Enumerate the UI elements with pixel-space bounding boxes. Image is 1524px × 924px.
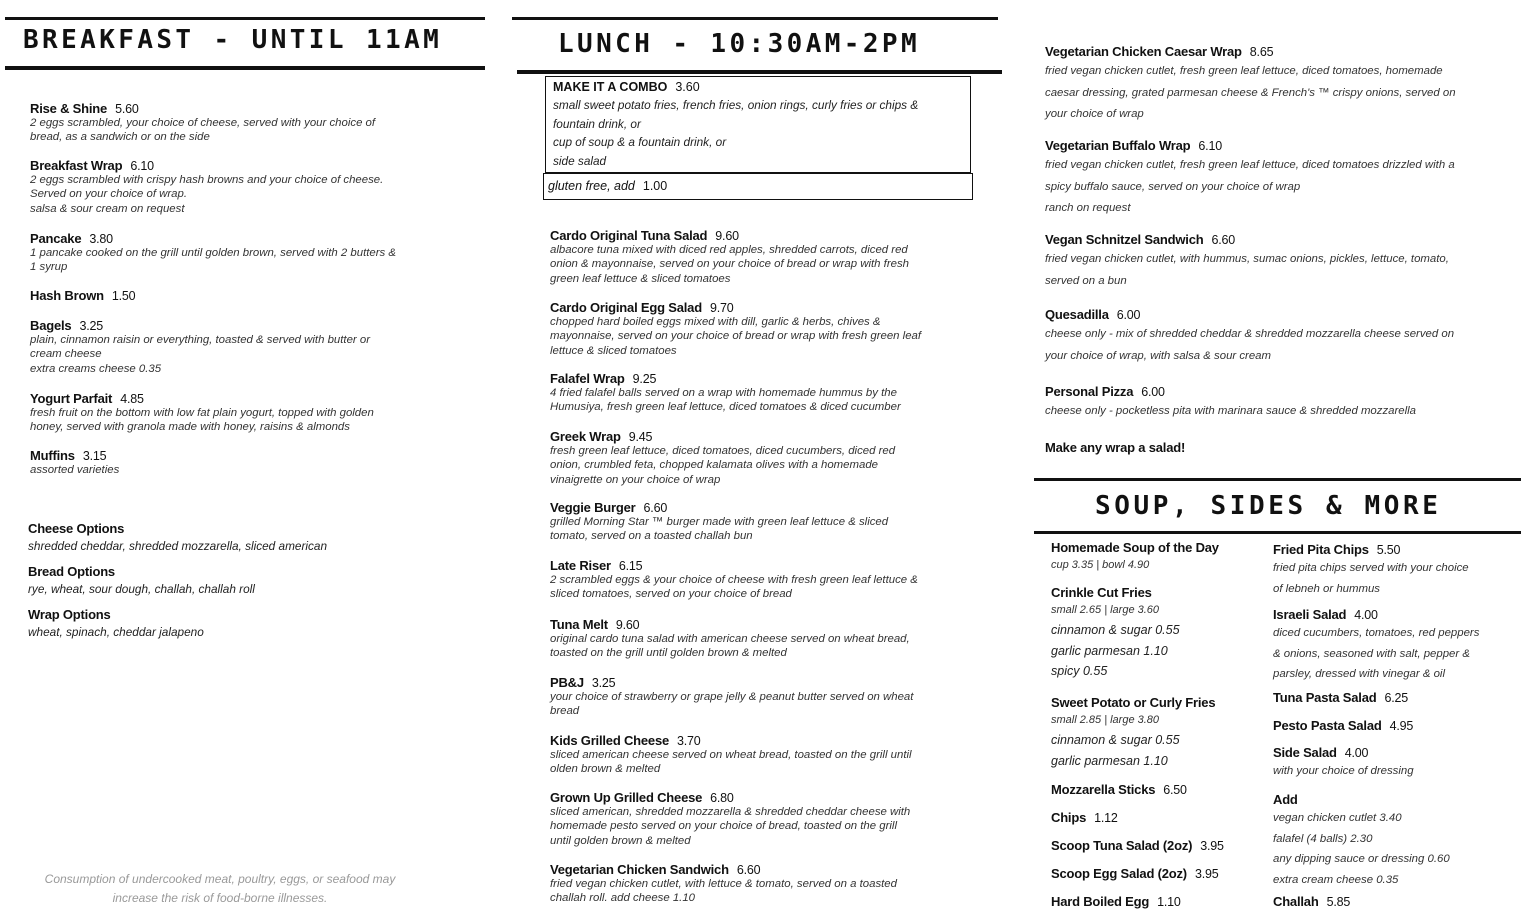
item-price: 6.15 (618, 559, 643, 573)
item-desc-line: salsa & sour cream on request (30, 202, 185, 215)
item-heading (1045, 440, 1515, 455)
menu-item (1273, 792, 1518, 890)
item-desc-line: tomato, served on a toasted challah bun (550, 530, 753, 543)
item-desc-line: cheese only - mix of shredded cheddar & shredded mozzarella cheese served on (1045, 328, 1455, 340)
item-desc-line: fried vegan chicken cutlet, fresh green leaf lettuce, diced tomatoes drizzled with a (1045, 159, 1455, 171)
item-desc-line: toasted on the grill until golden brown & melted (550, 647, 787, 660)
item-desc-line: fried vegan chicken cutlet, fresh green leaf lettuce, diced tomatoes, homemade (1045, 65, 1443, 77)
item-price: 6.00 (1116, 308, 1141, 322)
menu-item (30, 448, 470, 477)
item-desc-line: fried pita chips served with your choice (1273, 562, 1469, 574)
item-price: 6.50 (1163, 783, 1187, 797)
menu-item (1051, 838, 1266, 853)
item-desc-line: 2 scrambled eggs & your choice of cheese with fresh green leaf lettuce & (550, 574, 918, 586)
item-name: Yogurt Parfait (30, 391, 113, 406)
menu-item (550, 675, 970, 719)
menu-item (1045, 44, 1515, 124)
menu-item (550, 790, 970, 848)
item-desc-line: fresh green leaf lettuce, diced tomatoes, diced cucumbers, diced red (550, 445, 896, 457)
item-name: Grown Up Grilled Cheese (550, 790, 703, 805)
item-desc-line: with your choice of dressing (1273, 765, 1414, 777)
option-desc: rye, wheat, sour dough, challah, challah roll (28, 582, 255, 596)
item-desc-line: bread (550, 705, 580, 718)
item-heading (550, 371, 970, 386)
item-desc-line: your choice of strawberry or grape jelly & peanut butter served on wheat (550, 691, 914, 703)
item-heading (1273, 894, 1518, 909)
food-safety-disclaimer (20, 870, 420, 908)
item-name: Vegetarian Chicken Sandwich (550, 862, 729, 877)
item-heading (550, 617, 970, 632)
item-desc-line: sliced american, shredded mozzarella & shredded cheddar cheese with (550, 806, 911, 818)
item-desc-line: 1 pancake cooked on the grill until golden brown, served with 2 butters & (30, 247, 396, 259)
disclaimer-line: increase the risk of food-borne illnesses. (112, 891, 328, 905)
item-heading (30, 288, 470, 303)
item-name: Late Riser (550, 558, 611, 573)
item-heading (1051, 838, 1266, 853)
item-desc-line: your choice of wrap, with salsa & sour cream (1045, 349, 1272, 362)
item-desc-line: sliced american cheese served on wheat bread, toasted on the grill until (550, 749, 912, 761)
item-desc-line: & onions, seasoned with salt, pepper & (1273, 647, 1470, 660)
item-name: Hard Boiled Egg (1051, 894, 1150, 909)
item-price: 6.60 (736, 863, 761, 877)
sides-title: SOUP, SIDES & MORE (1095, 491, 1442, 521)
item-name: Scoop Egg Salad (2oz) (1051, 866, 1187, 881)
item-price: 9.60 (615, 618, 640, 632)
item-price: 3.15 (82, 449, 107, 463)
item-name: Mozzarella Sticks (1051, 782, 1156, 797)
item-extra-line: cinnamon & sugar 0.55 (1051, 623, 1180, 637)
item-price: 4.00 (1354, 608, 1378, 622)
item-heading (1273, 690, 1518, 705)
combo-desc-line: side salad (553, 153, 607, 168)
item-desc-line: bread, as a sandwich or on the side (30, 131, 210, 144)
menu-item (30, 231, 470, 275)
menu-item (1051, 894, 1266, 909)
menu-item (1273, 718, 1518, 733)
item-heading (1273, 792, 1518, 807)
breakfast-title: BREAKFAST - UNTIL 11AM (23, 25, 443, 55)
item-desc-line: sliced tomatoes, served on your choice of bread (550, 588, 792, 601)
gluten-free-price: 1.00 (642, 179, 668, 193)
item-name: Make any wrap a salad! (1045, 440, 1186, 455)
item-heading (1045, 232, 1515, 247)
item-name: Greek Wrap (550, 429, 621, 444)
item-heading (30, 231, 470, 246)
item-name: PB&J (550, 675, 584, 690)
lunch-header-top-rule (512, 17, 998, 20)
item-name: Personal Pizza (1045, 384, 1134, 399)
item-name: Vegetarian Chicken Caesar Wrap (1045, 44, 1242, 59)
breakfast-option-cheese (28, 521, 448, 557)
item-extra-line: spicy 0.55 (1051, 664, 1108, 678)
item-name: Kids Grilled Cheese (550, 733, 670, 748)
menu-item (30, 158, 470, 216)
breakfast-option-wrap (28, 607, 448, 643)
combo-price: 3.60 (675, 80, 700, 94)
menu-item (1045, 440, 1515, 455)
menu-item (550, 371, 970, 415)
item-heading (1051, 866, 1266, 881)
item-desc-line: fried vegan chicken cutlet, with hummus, sumac onions, pickles, lettuce, tomato, (1045, 253, 1449, 265)
item-heading (30, 448, 470, 463)
menu-item (30, 101, 470, 145)
combo-desc-line: fountain drink, or (553, 116, 641, 131)
item-price: 5.85 (1326, 895, 1351, 909)
menu-item (550, 300, 970, 358)
item-name: Vegan Schnitzel Sandwich (1045, 232, 1204, 247)
item-desc-line: mayonnaise, served on your choice of bread or wrap with fresh green leaf (550, 330, 922, 343)
item-heading (30, 158, 470, 173)
item-desc-line: original cardo tuna salad with american cheese served on wheat bread, (550, 633, 910, 645)
menu-item (550, 228, 970, 286)
item-desc-line: homemade pesto served on your choice of bread, toasted on the grill (550, 820, 897, 833)
breakfast-option-bread (28, 564, 448, 600)
breakfast-header-bottom-rule (5, 66, 485, 70)
item-price: 1.50 (111, 289, 136, 303)
menu-item (550, 733, 970, 777)
item-heading (550, 500, 970, 515)
menu-item (1273, 745, 1518, 781)
item-heading (1045, 307, 1515, 322)
sides-header-bottom-rule (1034, 531, 1521, 534)
item-heading (30, 391, 470, 406)
item-desc-line: caesar dressing, grated parmesan cheese & French's ™ crispy onions, served on (1045, 86, 1456, 99)
item-price: 6.60 (643, 501, 668, 515)
breakfast-header (5, 17, 485, 70)
item-price: 3.25 (591, 676, 616, 690)
menu-item (30, 391, 470, 435)
item-name: Israeli Salad (1273, 607, 1347, 622)
lunch-title: LUNCH - 10:30AM-2PM (558, 29, 921, 59)
item-desc-line: cup 3.35 | bowl 4.90 (1051, 559, 1150, 571)
menu-item (1273, 607, 1518, 684)
item-price: 4.00 (1344, 746, 1369, 760)
item-heading (1273, 745, 1518, 760)
item-price: 1.10 (1157, 895, 1181, 909)
item-heading (550, 429, 970, 444)
item-heading (1051, 585, 1266, 600)
item-desc-line: plain, cinnamon raisin or everything, toasted & served with butter or (30, 334, 370, 346)
item-heading (550, 675, 970, 690)
menu-item (1051, 866, 1266, 881)
menu-item (550, 429, 970, 487)
item-heading (550, 733, 970, 748)
item-heading (550, 228, 970, 243)
item-desc-line: cheese only - pocketless pita with marinara sauce & shredded mozzarella (1045, 405, 1417, 417)
item-name: Sweet Potato or Curly Fries (1051, 695, 1216, 710)
option-name: Bread Options (28, 564, 115, 579)
item-name: Chips (1051, 810, 1087, 825)
item-desc-line: green leaf lettuce & sliced tomatoes (550, 272, 731, 285)
item-extra-line: cinnamon & sugar 0.55 (1051, 733, 1180, 747)
menu-item (550, 617, 970, 661)
breakfast-header-top-rule (5, 17, 485, 20)
item-name: Crinkle Cut Fries (1051, 585, 1152, 600)
item-desc-line: cream cheese (30, 348, 102, 361)
item-desc-line: honey, served with granola made with honey, raisins & almonds (30, 421, 350, 434)
item-price: 5.50 (1376, 543, 1401, 557)
item-price: 9.45 (628, 430, 653, 444)
menu-item (1045, 232, 1515, 290)
item-price: 1.12 (1094, 811, 1118, 825)
menu-item (550, 558, 970, 602)
item-heading (1045, 44, 1515, 59)
item-desc-line: small 2.85 | large 3.80 (1051, 714, 1160, 726)
item-name: Cardo Original Tuna Salad (550, 228, 708, 243)
item-name: Falafel Wrap (550, 371, 625, 386)
item-desc-line: fried vegan chicken cutlet, with lettuce & tomato, served on a toasted (550, 878, 897, 890)
item-price: 3.25 (79, 319, 103, 333)
menu-item (1051, 540, 1266, 575)
item-desc-line: falafel (4 balls) 2.30 (1273, 832, 1373, 845)
item-heading (1051, 810, 1266, 825)
item-price: 4.95 (1389, 719, 1414, 733)
item-heading (1051, 540, 1266, 555)
item-desc-line: assorted varieties (30, 464, 120, 476)
option-name: Wrap Options (28, 607, 111, 622)
item-desc-line: 4 fried falafel balls served on a wrap with homemade hummus by the (550, 387, 897, 399)
item-desc-line: vegan chicken cutlet 3.40 (1273, 812, 1402, 824)
item-heading (550, 300, 970, 315)
menu-item (1051, 695, 1266, 771)
menu-item (1273, 894, 1518, 909)
item-price: 3.95 (1200, 839, 1224, 853)
item-heading (550, 558, 970, 573)
item-desc-line: any dipping sauce or dressing 0.60 (1273, 853, 1450, 866)
item-name: Scoop Tuna Salad (2oz) (1051, 838, 1193, 853)
item-heading (1045, 138, 1515, 153)
item-desc-line: diced cucumbers, tomatoes, red peppers (1273, 627, 1480, 639)
item-desc-line: parsley, dressed with vinegar & oil (1273, 668, 1445, 681)
item-price: 6.25 (1384, 691, 1409, 705)
item-desc-line: 2 eggs scrambled, your choice of cheese, served with your choice of (30, 117, 376, 129)
item-heading (1051, 695, 1266, 710)
lunch-header-bottom-rule (517, 70, 1002, 74)
item-name: Breakfast Wrap (30, 158, 123, 173)
item-price: 5.60 (115, 102, 139, 116)
item-heading (30, 318, 470, 333)
item-name: Tuna Pasta Salad (1273, 690, 1377, 705)
item-desc-line: until golden brown & melted (550, 834, 691, 847)
item-desc-line: olden brown & melted (550, 763, 661, 776)
menu-item (1045, 138, 1515, 218)
item-price: 6.10 (1198, 139, 1222, 153)
item-price: 6.00 (1141, 385, 1165, 399)
combo-box (545, 76, 971, 173)
combo-desc-line: cup of soup & a fountain drink, or (553, 135, 727, 149)
item-price: 9.25 (632, 372, 657, 386)
menu-item (1273, 690, 1518, 705)
gluten-free-label: gluten free, add (548, 179, 635, 193)
item-desc-line: served on a bun (1045, 274, 1127, 287)
disclaimer-line: Consumption of undercooked meat, poultry, eggs, or seafood may (44, 872, 396, 886)
item-desc-line: extra cream cheese 0.35 (1273, 874, 1399, 887)
item-name: Side Salad (1273, 745, 1337, 760)
item-desc-line: extra creams cheese 0.35 (30, 362, 162, 375)
item-name: Bagels (30, 318, 72, 333)
item-price: 3.95 (1194, 867, 1219, 881)
item-desc-line: small 2.65 | large 3.60 (1051, 604, 1160, 616)
sides-header (1034, 478, 1521, 534)
item-extra-line: garlic parmesan 1.10 (1051, 643, 1168, 658)
menu-item (1045, 307, 1515, 365)
item-heading (1273, 542, 1518, 557)
item-desc-line: ranch on request (1045, 202, 1131, 214)
item-price: 4.85 (120, 392, 144, 406)
item-name: Vegetarian Buffalo Wrap (1045, 138, 1191, 153)
item-extra-line: garlic parmesan 1.10 (1051, 753, 1168, 768)
combo-desc-line: small sweet potato fries, french fries, onion rings, curly fries or chips & (553, 98, 919, 112)
item-heading (550, 790, 970, 805)
item-name: Hash Brown (30, 288, 104, 303)
item-desc-line: chopped hard boiled eggs mixed with dill, garlic & herbs, chives & (550, 316, 881, 328)
item-desc-line: Served on your choice of wrap. (30, 188, 188, 201)
item-desc-line: lettuce & sliced tomatoes (550, 344, 677, 357)
combo-name: MAKE IT A COMBO (553, 80, 668, 94)
item-name: Quesadilla (1045, 307, 1109, 322)
item-price: 6.60 (1211, 233, 1235, 247)
lunch-header (512, 17, 1002, 74)
item-desc-line: Humusiya, fresh green leaf lettuce, diced tomatoes & diced cucumber (550, 401, 901, 414)
item-desc-line: albacore tuna mixed with diced red apples, shredded carrots, diced red (550, 244, 908, 256)
item-desc-line: fresh fruit on the bottom with low fat plain yogurt, topped with golden (30, 407, 374, 419)
item-price: 3.70 (677, 734, 701, 748)
item-heading (1273, 607, 1518, 622)
menu-item (1273, 542, 1518, 598)
menu-item (1045, 384, 1515, 421)
item-desc-line: grilled Morning Star ™ burger made with green leaf lettuce & sliced (550, 516, 889, 528)
item-desc-line: challah roll. add cheese 1.10 (550, 892, 696, 905)
item-name: Muffins (30, 448, 75, 463)
item-heading (30, 101, 470, 116)
item-desc-line: onion & mayonnaise, served on your choice of bread or wrap with fresh (550, 258, 909, 271)
menu-item (30, 318, 470, 376)
item-name: Fried Pita Chips (1273, 542, 1369, 557)
item-heading (1273, 718, 1518, 733)
item-name: Cardo Original Egg Salad (550, 300, 702, 315)
combo-heading (553, 78, 963, 96)
option-name: Cheese Options (28, 521, 125, 536)
item-desc-line: spicy buffalo sauce, served on your choice of wrap (1045, 180, 1301, 193)
item-name: Veggie Burger (550, 500, 636, 515)
option-desc: wheat, spinach, cheddar jalapeno (28, 625, 204, 639)
item-name: Homemade Soup of the Day (1051, 540, 1219, 555)
sides-header-top-rule (1034, 478, 1521, 481)
item-desc-line: 2 eggs scrambled with crispy hash browns and your choice of cheese. (30, 174, 384, 186)
item-price: 9.70 (709, 301, 734, 315)
item-name: Pancake (30, 231, 82, 246)
item-price: 3.80 (89, 232, 113, 246)
menu-item (1051, 810, 1266, 825)
item-desc-line: your choice of wrap (1045, 108, 1144, 120)
item-name: Rise & Shine (30, 101, 108, 116)
item-heading (1051, 894, 1266, 909)
item-name: Add (1273, 792, 1298, 807)
item-price: 6.10 (130, 159, 154, 173)
item-heading (1045, 384, 1515, 399)
item-desc-line: vinaigrette on your choice of wrap (550, 473, 721, 486)
menu-item (550, 500, 970, 544)
item-desc-line: onion, crumbled feta, chopped kalamata olives with a homemade (550, 459, 878, 472)
item-price: 8.65 (1249, 45, 1274, 59)
item-heading (550, 862, 970, 877)
menu-item (30, 288, 470, 303)
menu-item (1051, 782, 1266, 797)
item-name: Pesto Pasta Salad (1273, 718, 1382, 733)
item-heading (1051, 782, 1266, 797)
menu-item (1051, 585, 1266, 682)
item-desc-line: of lebneh or hummus (1273, 582, 1381, 595)
item-name: Challah (1273, 894, 1319, 909)
gluten-free-box (543, 173, 973, 200)
item-price: 6.80 (710, 791, 734, 805)
menu-item (550, 862, 970, 906)
option-desc: shredded cheddar, shredded mozzarella, sliced american (28, 539, 328, 553)
item-name: Tuna Melt (550, 617, 608, 632)
item-desc-line: 1 syrup (30, 261, 68, 274)
item-price: 9.60 (715, 229, 739, 243)
